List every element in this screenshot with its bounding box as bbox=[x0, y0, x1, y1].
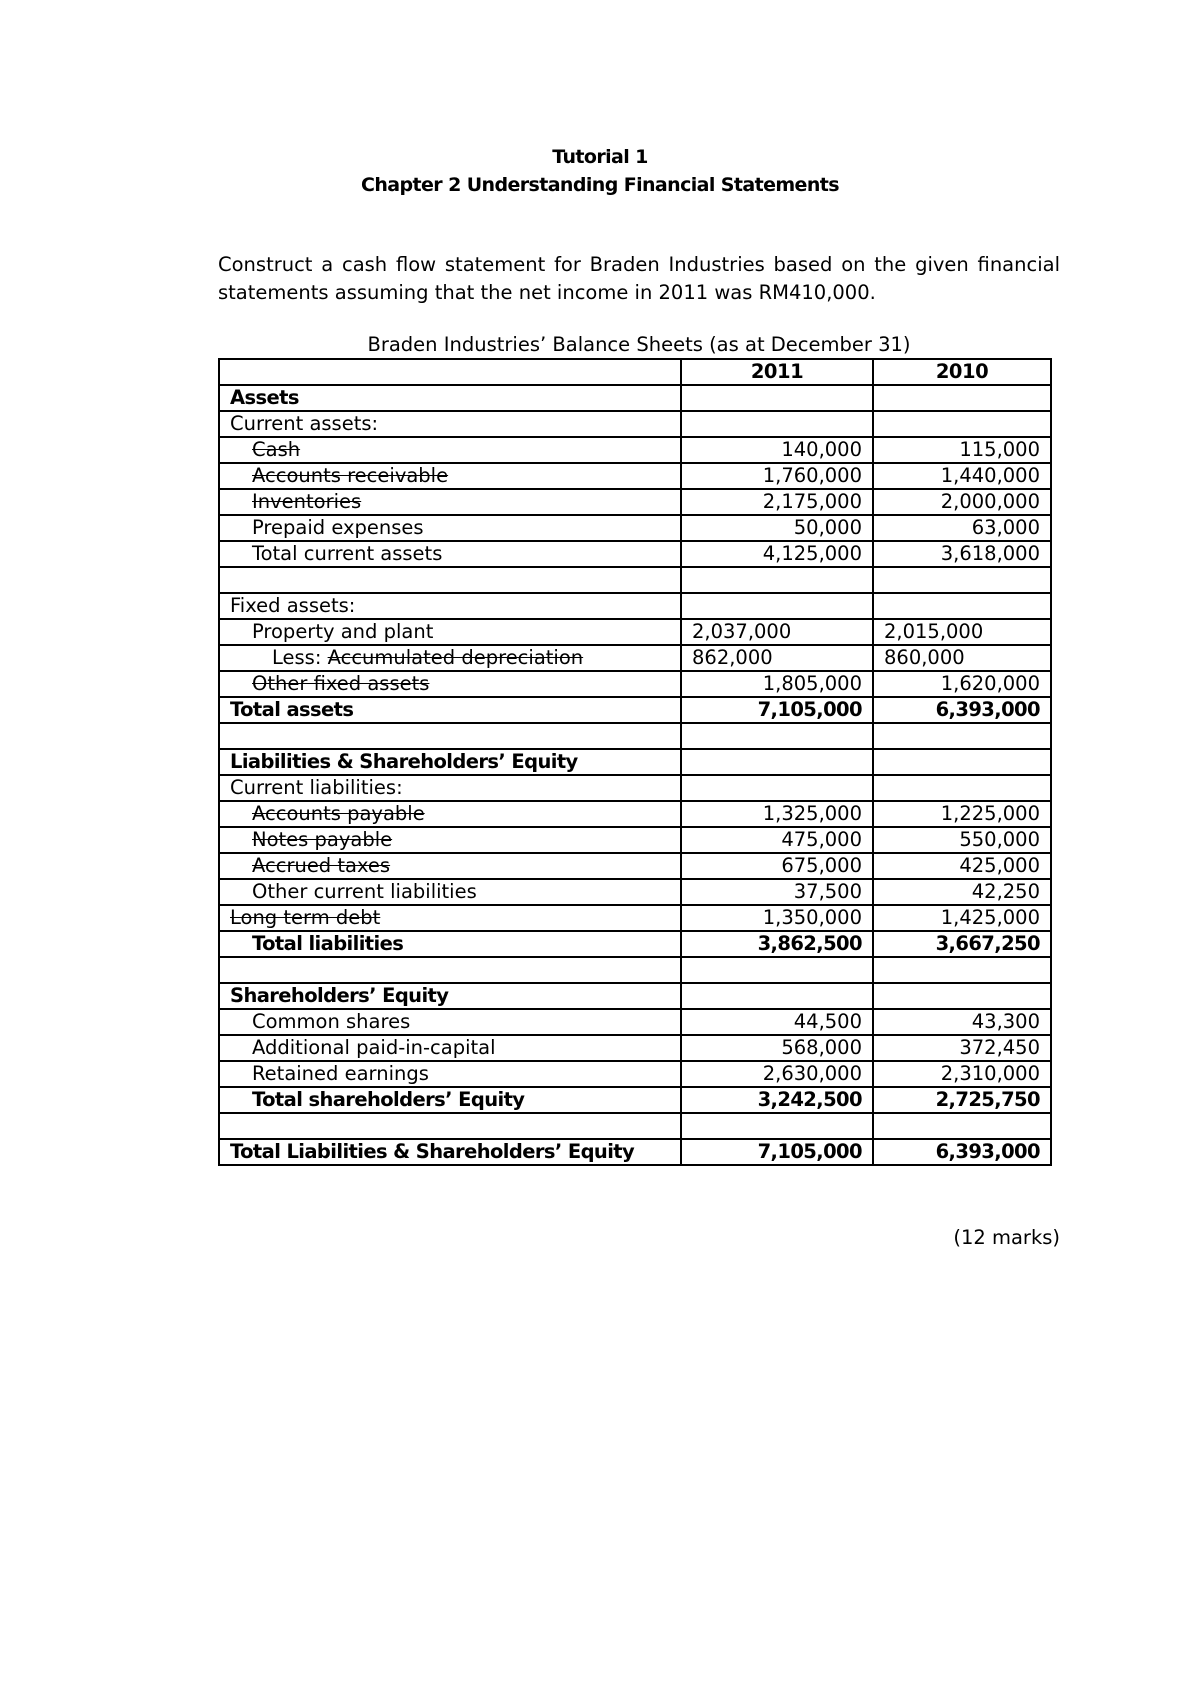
value-2011-cell: 4,125,000 bbox=[681, 541, 873, 567]
row-label-cell bbox=[219, 723, 681, 749]
row-label-cell bbox=[219, 1009, 681, 1035]
value-2011-cell: 7,105,000 bbox=[681, 1139, 873, 1165]
table-row bbox=[219, 385, 1051, 411]
value-2010-cell: 115,000 bbox=[873, 437, 1051, 463]
row-label-cell bbox=[219, 1113, 681, 1139]
row-label-cell bbox=[219, 515, 681, 541]
value-2011-cell: 44,500 bbox=[681, 1009, 873, 1035]
value-2010-cell: 425,000 bbox=[873, 853, 1051, 879]
value-2011-cell: 2011 bbox=[681, 359, 873, 385]
row-label-cell bbox=[219, 567, 681, 593]
table-caption: Braden Industries’ Balance Sheets (as at December 31) bbox=[367, 333, 911, 356]
value-2010-cell bbox=[873, 411, 1051, 437]
value-2011-cell: 1,760,000 bbox=[681, 463, 873, 489]
row-label-cell bbox=[219, 801, 681, 827]
row-label-cell bbox=[219, 957, 681, 983]
row-label: Accounts receivable bbox=[252, 464, 449, 487]
value-2010-cell: 2010 bbox=[873, 359, 1051, 385]
row-label: Accrued taxes bbox=[252, 854, 391, 877]
value-2010-cell bbox=[873, 723, 1051, 749]
row-label-cell bbox=[219, 1061, 681, 1087]
row-label-cell bbox=[219, 671, 681, 697]
table-row bbox=[219, 1061, 1051, 1087]
table-row bbox=[219, 697, 1051, 723]
row-label-cell bbox=[219, 905, 681, 931]
table-row bbox=[219, 567, 1051, 593]
row-label-cell bbox=[219, 879, 681, 905]
row-label: Long term debt bbox=[230, 906, 381, 929]
row-label-cell bbox=[219, 749, 681, 775]
value-2010-cell bbox=[873, 567, 1051, 593]
row-label: Accounts payable bbox=[252, 802, 425, 825]
value-2011-cell: 568,000 bbox=[681, 1035, 873, 1061]
table-row bbox=[219, 983, 1051, 1009]
value-2010-cell: 2,000,000 bbox=[873, 489, 1051, 515]
value-2011-cell: 140,000 bbox=[681, 437, 873, 463]
row-label: Total liabilities bbox=[252, 932, 404, 955]
value-2011-cell bbox=[681, 723, 873, 749]
table-row bbox=[219, 515, 1051, 541]
value-2011-cell bbox=[681, 1113, 873, 1139]
value-2010-cell: 550,000 bbox=[873, 827, 1051, 853]
value-2011-cell: 7,105,000 bbox=[681, 697, 873, 723]
value-2011-cell: 1,350,000 bbox=[681, 905, 873, 931]
value-2010-cell: 860,000 bbox=[873, 645, 1051, 671]
table-row bbox=[219, 1035, 1051, 1061]
table-row bbox=[219, 775, 1051, 801]
value-2010-cell: 2,725,750 bbox=[873, 1087, 1051, 1113]
row-label-cell bbox=[219, 1087, 681, 1113]
value-2011-cell: 3,242,500 bbox=[681, 1087, 873, 1113]
value-2010-cell bbox=[873, 957, 1051, 983]
value-2011-cell: 1,325,000 bbox=[681, 801, 873, 827]
row-label-cell bbox=[219, 1035, 681, 1061]
table-row bbox=[219, 931, 1051, 957]
marks-label: (12 marks) bbox=[953, 1226, 1060, 1249]
row-label: Common shares bbox=[252, 1010, 411, 1033]
value-2010-cell bbox=[873, 593, 1051, 619]
row-label-cell bbox=[219, 619, 681, 645]
table-row bbox=[219, 541, 1051, 567]
table-row bbox=[219, 437, 1051, 463]
value-2011-cell bbox=[681, 749, 873, 775]
value-2011-cell: 37,500 bbox=[681, 879, 873, 905]
value-2010-cell bbox=[873, 775, 1051, 801]
value-2010-cell: 2,310,000 bbox=[873, 1061, 1051, 1087]
table-row bbox=[219, 411, 1051, 437]
balance-sheet-body bbox=[219, 359, 1051, 1165]
table-row bbox=[219, 593, 1051, 619]
row-label-cell bbox=[219, 983, 681, 1009]
table-row bbox=[219, 957, 1051, 983]
value-2011-cell: 50,000 bbox=[681, 515, 873, 541]
row-label-cell bbox=[219, 411, 681, 437]
table-row bbox=[219, 749, 1051, 775]
value-2010-cell: 43,300 bbox=[873, 1009, 1051, 1035]
row-label: Current assets: bbox=[230, 412, 379, 435]
value-2011-cell: 675,000 bbox=[681, 853, 873, 879]
table-row bbox=[219, 827, 1051, 853]
table-row bbox=[219, 853, 1051, 879]
value-2011-cell: 1,805,000 bbox=[681, 671, 873, 697]
row-label: Total Liabilities & Shareholders’ Equity bbox=[230, 1140, 635, 1163]
table-row bbox=[219, 801, 1051, 827]
table-row bbox=[219, 1139, 1051, 1165]
document-title: Tutorial 1 bbox=[552, 146, 648, 168]
table-row bbox=[219, 619, 1051, 645]
row-label: Notes payable bbox=[252, 828, 393, 851]
table-row bbox=[219, 463, 1051, 489]
row-label: Total current assets bbox=[252, 542, 443, 565]
row-label: Cash bbox=[252, 438, 301, 461]
row-label-cell bbox=[219, 463, 681, 489]
value-2010-cell: 2,015,000 bbox=[873, 619, 1051, 645]
row-label-cell bbox=[219, 593, 681, 619]
row-label-cell bbox=[219, 489, 681, 515]
table-row bbox=[219, 645, 1051, 671]
row-label-prefix: Less: bbox=[272, 646, 328, 669]
value-2010-cell: 3,618,000 bbox=[873, 541, 1051, 567]
value-2011-cell bbox=[681, 411, 873, 437]
row-label-cell bbox=[219, 541, 681, 567]
row-label-cell bbox=[219, 437, 681, 463]
row-label: Other fixed assets bbox=[252, 672, 430, 695]
value-2011-cell bbox=[681, 983, 873, 1009]
value-2010-cell: 6,393,000 bbox=[873, 1139, 1051, 1165]
row-label-cell bbox=[219, 359, 681, 385]
value-2011-cell bbox=[681, 957, 873, 983]
value-2010-cell: 63,000 bbox=[873, 515, 1051, 541]
row-label: Liabilities & Shareholders’ Equity bbox=[230, 750, 578, 773]
value-2010-cell: 1,440,000 bbox=[873, 463, 1051, 489]
value-2011-cell bbox=[681, 385, 873, 411]
value-2010-cell: 1,225,000 bbox=[873, 801, 1051, 827]
row-label-cell bbox=[219, 645, 681, 671]
value-2010-cell bbox=[873, 1113, 1051, 1139]
value-2011-cell: 2,037,000 bbox=[681, 619, 873, 645]
row-label: Additional paid-in-capital bbox=[252, 1036, 496, 1059]
row-label: Accumulated depreciation bbox=[327, 646, 584, 669]
table-row bbox=[219, 879, 1051, 905]
row-label-cell bbox=[219, 1139, 681, 1165]
row-label-cell bbox=[219, 827, 681, 853]
table-row bbox=[219, 723, 1051, 749]
value-2011-cell: 475,000 bbox=[681, 827, 873, 853]
table-row bbox=[219, 489, 1051, 515]
row-label: Assets bbox=[230, 386, 299, 409]
document-subtitle: Chapter 2 Understanding Financial Statements bbox=[361, 174, 839, 196]
row-label-cell bbox=[219, 697, 681, 723]
row-label-cell bbox=[219, 775, 681, 801]
row-label: Inventories bbox=[252, 490, 362, 513]
value-2010-cell bbox=[873, 749, 1051, 775]
balance-sheet-table bbox=[218, 358, 1052, 1166]
table-row bbox=[219, 905, 1051, 931]
row-label-cell bbox=[219, 931, 681, 957]
table-row bbox=[219, 671, 1051, 697]
row-label: Prepaid expenses bbox=[252, 516, 424, 539]
row-label: Retained earnings bbox=[252, 1062, 429, 1085]
table-row bbox=[219, 1113, 1051, 1139]
value-2010-cell: 42,250 bbox=[873, 879, 1051, 905]
table-header-row bbox=[219, 359, 1051, 385]
row-label: Shareholders’ Equity bbox=[230, 984, 449, 1007]
row-label-cell bbox=[219, 385, 681, 411]
table-row bbox=[219, 1009, 1051, 1035]
value-2010-cell bbox=[873, 385, 1051, 411]
value-2011-cell bbox=[681, 567, 873, 593]
row-label: Other current liabilities bbox=[252, 880, 477, 903]
value-2010-cell: 1,425,000 bbox=[873, 905, 1051, 931]
value-2010-cell: 1,620,000 bbox=[873, 671, 1051, 697]
value-2011-cell: 3,862,500 bbox=[681, 931, 873, 957]
row-label: Property and plant bbox=[252, 620, 434, 643]
value-2010-cell: 372,450 bbox=[873, 1035, 1051, 1061]
value-2011-cell: 2,175,000 bbox=[681, 489, 873, 515]
value-2011-cell bbox=[681, 593, 873, 619]
value-2011-cell: 2,630,000 bbox=[681, 1061, 873, 1087]
value-2010-cell: 3,667,250 bbox=[873, 931, 1051, 957]
row-label: Fixed assets: bbox=[230, 594, 356, 617]
value-2010-cell: 6,393,000 bbox=[873, 697, 1051, 723]
table-row bbox=[219, 1087, 1051, 1113]
row-label: Total shareholders’ Equity bbox=[252, 1088, 525, 1111]
row-label-cell bbox=[219, 853, 681, 879]
value-2011-cell: 862,000 bbox=[681, 645, 873, 671]
question-text: Construct a cash flow statement for Braden Industries based on the given financial statements assuming that the net income in 2011 was RM410,000. bbox=[218, 253, 1060, 304]
value-2010-cell bbox=[873, 983, 1051, 1009]
row-label: Total assets bbox=[230, 698, 354, 721]
row-label: Current liabilities: bbox=[230, 776, 403, 799]
value-2011-cell bbox=[681, 775, 873, 801]
